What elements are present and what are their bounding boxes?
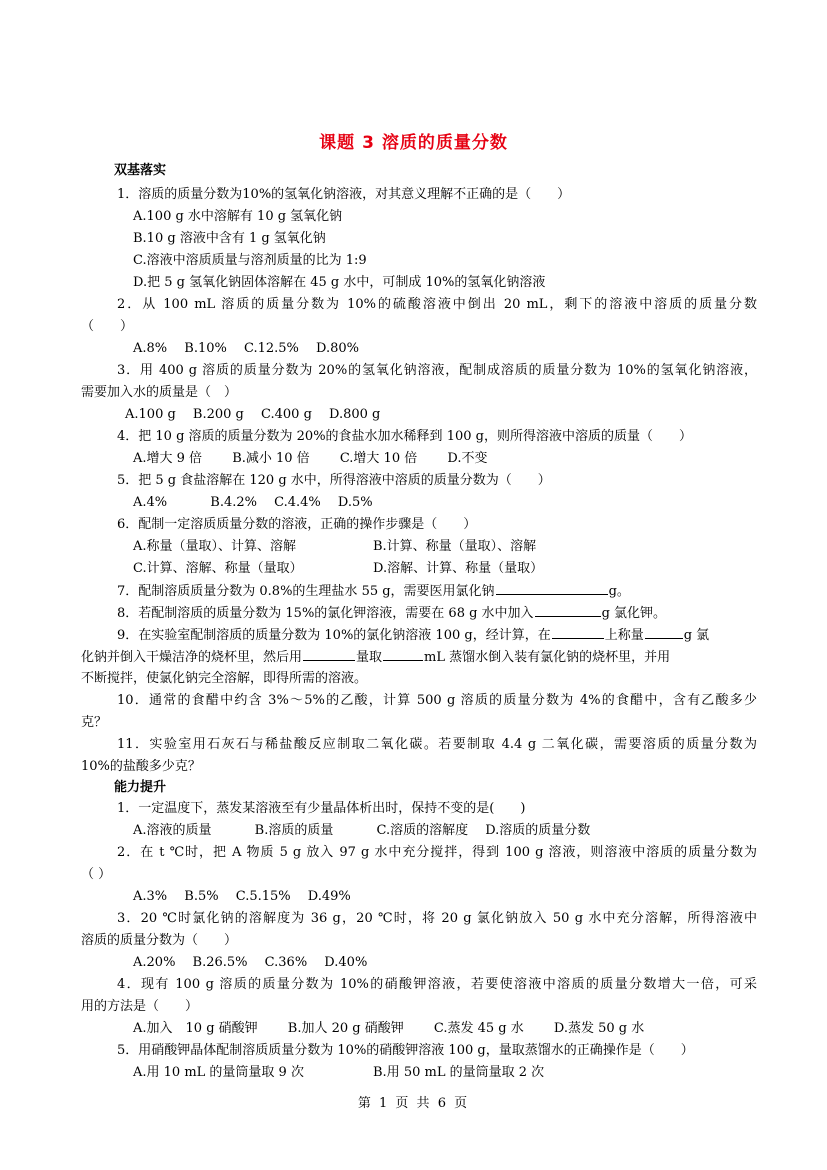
q9-text-3: g 氯 — [683, 628, 710, 643]
p2-stem-cont: （ ） — [81, 867, 112, 882]
q7-unit: g。 — [608, 584, 630, 599]
q5-stem: 5．把 5 g 食盐溶解在 120 g 水中，所得溶液中溶质的质量分数为（ ） — [117, 473, 551, 488]
q1-option-a: A.100 g 水中溶解有 10 g 氢氧化钠 — [133, 209, 343, 224]
q8-line — [117, 604, 666, 623]
p4-options: A.加入 10 g 硝酸钾 B.加人 20 g 硝酸钾 C.蒸发 45 g 水 D.蒸发 50 g 水 — [133, 1021, 645, 1036]
q3-options: A.100 g B.200 g C.400 g D.800 g — [125, 407, 381, 422]
q6-option-c: C.计算、溶解、称量（量取） — [133, 561, 303, 576]
q1-option-d: D.把 5 g 氢氧化钠固体溶解在 45 g 水中，可制成 10%的氢氧化钠溶液 — [133, 275, 546, 290]
p5-option-b: B.用 50 mL 的量筒量取 2 次 — [373, 1065, 545, 1080]
q10-stem: 10．通常的食醋中约含 3%～5%的乙酸，计算 500 g 溶质的质量分数为 4%的食醋中，含有乙酸多少 — [117, 693, 757, 708]
q9-text-1: 9．在实验室配制溶质的质量分数为 10%的氯化钠溶液 100 g，经计算，在 — [117, 628, 551, 643]
q3-stem-cont: 需要加入水的质量是（ ） — [81, 385, 238, 400]
p5-stem: 5．用硝酸钾晶体配制溶质质量分数为 10%的硝酸钾溶液 100 g，量取蒸馏水的正确操作是（ ） — [117, 1043, 694, 1058]
q9-blank-mass[interactable] — [645, 626, 683, 639]
q2-options: A.8% B.10% C.12.5% D.80% — [133, 341, 360, 356]
p2-options: A.3% B.5% C.5.15% D.49% — [133, 889, 351, 904]
q11-stem-cont: 10%的盐酸多少克？ — [81, 759, 201, 774]
q9-text-6: mL 蒸馏水倒入装有氯化钠的烧杯里，并用 — [424, 650, 671, 665]
q9-text-4: 化钠并倒入干燥洁净的烧杯里，然后用 — [81, 650, 303, 665]
q2-stem: 2．从 100 mL 溶质的质量分数为 10%的硫酸溶液中倒出 20 mL，剩下的溶液中溶质的质量分数 — [117, 297, 757, 312]
q9-blank-volume[interactable] — [383, 648, 423, 661]
q10-stem-cont: 克？ — [81, 715, 108, 730]
q5-options: A.4% B.4.2% C.4.4% D.5% — [133, 495, 373, 510]
q9-blank-instrument[interactable] — [552, 626, 604, 639]
q9-text-5: 量取 — [356, 650, 383, 665]
section-heading-advanced: 能力提升 — [114, 780, 167, 795]
q7-text: 7．配制溶质质量分数为 0.8%的生理盐水 55 g，需要医用氯化钠 — [117, 584, 495, 599]
q6-option-d: D.溶解、计算、称量（量取） — [373, 561, 544, 576]
q9-line3: 不断搅拌，使氯化钠完全溶解，即得所需的溶液。 — [81, 671, 368, 686]
q9-blank-cylinder[interactable] — [303, 648, 355, 661]
p4-stem-cont: 用的方法是（ ） — [81, 999, 199, 1014]
p4-stem: 4．现有 100 g 溶质的质量分数为 10%的硝酸钾溶液，若要使溶液中溶质的质量分数增大一倍，可采 — [117, 977, 757, 992]
p1-stem: 1．一定温度下，蒸发某溶液至有少量晶体析出时，保持不变的是( ) — [117, 801, 526, 816]
q4-stem: 4．把 10 g 溶质的质量分数为 20%的食盐水加水稀释到 100 g，则所得溶液中溶质的质量（ ） — [117, 429, 692, 444]
p3-options: A.20% B.26.5% C.36% D.40% — [133, 955, 368, 970]
q8-text: 8．若配制溶质的质量分数为 15%的氯化钾溶液，需要在 68 g 水中加入 — [117, 606, 534, 621]
q9-line2 — [81, 648, 670, 667]
q9-line1 — [117, 626, 709, 645]
section-heading-basics: 双基落实 — [114, 163, 167, 178]
q7-line — [117, 582, 630, 601]
q1-option-b: B.10 g 溶液中含有 1 g 氢氧化钠 — [133, 231, 326, 246]
q7-blank[interactable] — [496, 582, 608, 595]
q3-stem: 3．用 400 g 溶质的质量分数为 20%的氢氧化钠溶液，配制成溶质的质量分数为 10%的氢氧化钠溶液， — [117, 363, 757, 378]
q6-option-a: A.称量（量取）、计算、溶解 — [133, 539, 297, 554]
q8-blank[interactable] — [535, 604, 601, 617]
q1-option-c: C.溶液中溶质质量与溶剂质量的比为 1:9 — [133, 253, 367, 268]
p5-option-a: A.用 10 mL 的量筒量取 9 次 — [133, 1065, 304, 1080]
page-title: 课题 3 溶质的质量分数 — [319, 133, 508, 153]
p3-stem: 3．20 ℃时氯化钠的溶解度为 36 g，20 ℃时，将 20 g 氯化钠放入 50 g 水中充分溶解，所得溶液中 — [117, 911, 757, 926]
page-footer: 第 1 页 共 6 页 — [357, 1096, 470, 1111]
q8-unit: g 氯化钾。 — [601, 606, 667, 621]
q11-stem: 11．实验室用石灰石与稀盐酸反应制取二氧化碳。若要制取 4.4 g 二氧化碳，需要溶质的质量分数为 — [117, 737, 757, 752]
q6-stem: 6．配制一定溶质质量分数的溶液，正确的操作步骤是（ ） — [117, 517, 477, 532]
p1-options: A.溶液的质量 B.溶质的质量 C.溶质的溶解度 D.溶质的质量分数 — [133, 823, 591, 838]
p2-stem: 2．在 t ℃时，把 A 物质 5 g 放入 97 g 水中充分搅拌，得到 100 g 溶液，则溶液中溶质的质量分数为 — [117, 845, 757, 860]
p3-stem-cont: 溶质的质量分数为（ ） — [81, 933, 238, 948]
q4-options: A.增大 9 倍 B.减小 10 倍 C.增大 10 倍 D.不变 — [133, 451, 488, 466]
q9-text-2: 上称量 — [604, 628, 644, 643]
q2-stem-cont: （ ） — [81, 319, 134, 334]
q1-stem: 1．溶质的质量分数为10%的氢氧化钠溶液，对其意义理解不正确的是（ ） — [117, 187, 571, 202]
q6-option-b: B.计算、称量（量取）、溶解 — [373, 539, 537, 554]
